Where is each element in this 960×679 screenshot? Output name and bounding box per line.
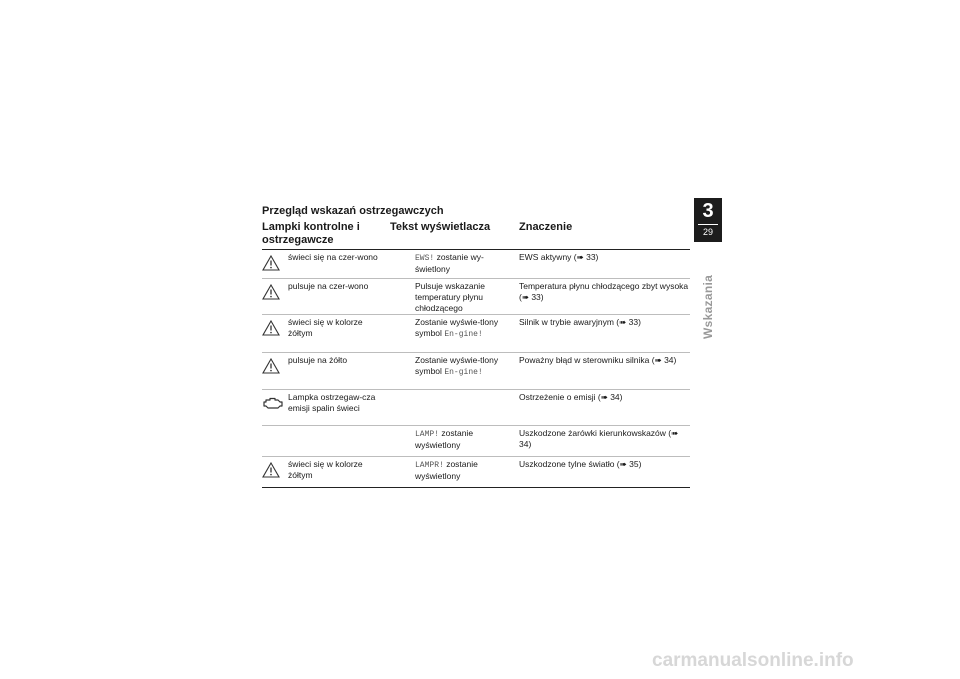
header-display: Tekst wyświetlacza [390, 221, 491, 233]
display-desc: zostanie wy-świetlony [415, 252, 484, 274]
display-desc: zostanie wyświetlony [415, 459, 478, 481]
meaning-text: Temperatura płynu chłodzącego zbyt wysoka (➠ 33) [519, 281, 689, 302]
display-desc: zostanie wyświetlony [415, 428, 474, 450]
meaning-text: EWS aktywny (➠ 33) [519, 252, 599, 262]
table-row [262, 278, 690, 314]
display-text [415, 459, 515, 482]
table-row [262, 250, 690, 278]
display-text [415, 252, 515, 275]
display-code: En-gine! [444, 330, 483, 339]
display-code: LAMPR! [415, 461, 444, 470]
meaning-text: Uszkodzone żarówki kierunkowskazów (➠ 34) [519, 428, 679, 449]
lamp-state: świeci się w kolorze żółtym [288, 317, 363, 338]
table-row [262, 314, 690, 352]
section-title: Przegląd wskazań ostrzegawczych [262, 205, 444, 217]
watermark: carmanualsonline.info [652, 650, 854, 671]
meaning-text: Uszkodzone tylne światło (➠ 35) [519, 459, 642, 469]
meaning-text: Poważny błąd w sterowniku silnika (➠ 34) [519, 355, 677, 365]
lamp-state: świeci się na czer-wono [288, 252, 378, 262]
table-row [262, 425, 690, 456]
table-row [262, 352, 690, 389]
display-text [415, 317, 515, 340]
lamp-state: Lampka ostrzegaw-cza emisji spalin świeci [288, 392, 376, 413]
chapter-number: 3 [702, 200, 714, 222]
warning-triangle-icon [262, 320, 284, 338]
lamp-state: pulsuje na żółto [288, 355, 348, 365]
engine-emission-icon [262, 395, 284, 413]
chapter-divider [698, 224, 718, 225]
header-lamps: Lampki kontrolne i ostrzegawcze [262, 221, 360, 246]
warning-triangle-icon [262, 255, 284, 273]
page-number: 29 [702, 227, 713, 237]
header-meaning: Znaczenie [519, 221, 573, 233]
lamp-state: świeci się w kolorze żółtym [288, 459, 363, 480]
side-section-label: Wskazania [701, 274, 715, 339]
table-row [262, 456, 690, 487]
display-text [415, 355, 515, 378]
display-code: En-gine! [444, 368, 483, 377]
display-text: Pulsuje wskazanie temperatury płynu chłodzącego [415, 281, 485, 313]
meaning-text: Ostrzeżenie o emisji (➠ 34) [519, 392, 623, 402]
warning-table [262, 250, 690, 488]
display-text [415, 428, 515, 451]
warning-triangle-icon [262, 462, 284, 480]
warning-triangle-icon [262, 358, 284, 376]
meaning-text: Silnik w trybie awaryjnym (➠ 33) [519, 317, 641, 327]
display-desc: Zostanie wyświe-tlony symbol [415, 317, 499, 338]
table-row [262, 389, 690, 425]
warning-triangle-icon [262, 284, 284, 302]
display-desc: Zostanie wyświe-tlony symbol [415, 355, 499, 376]
chapter-tab [694, 198, 722, 242]
lamp-state: pulsuje na czer-wono [288, 281, 369, 291]
display-code: EWS! [415, 254, 435, 263]
display-code: LAMP! [415, 430, 440, 439]
